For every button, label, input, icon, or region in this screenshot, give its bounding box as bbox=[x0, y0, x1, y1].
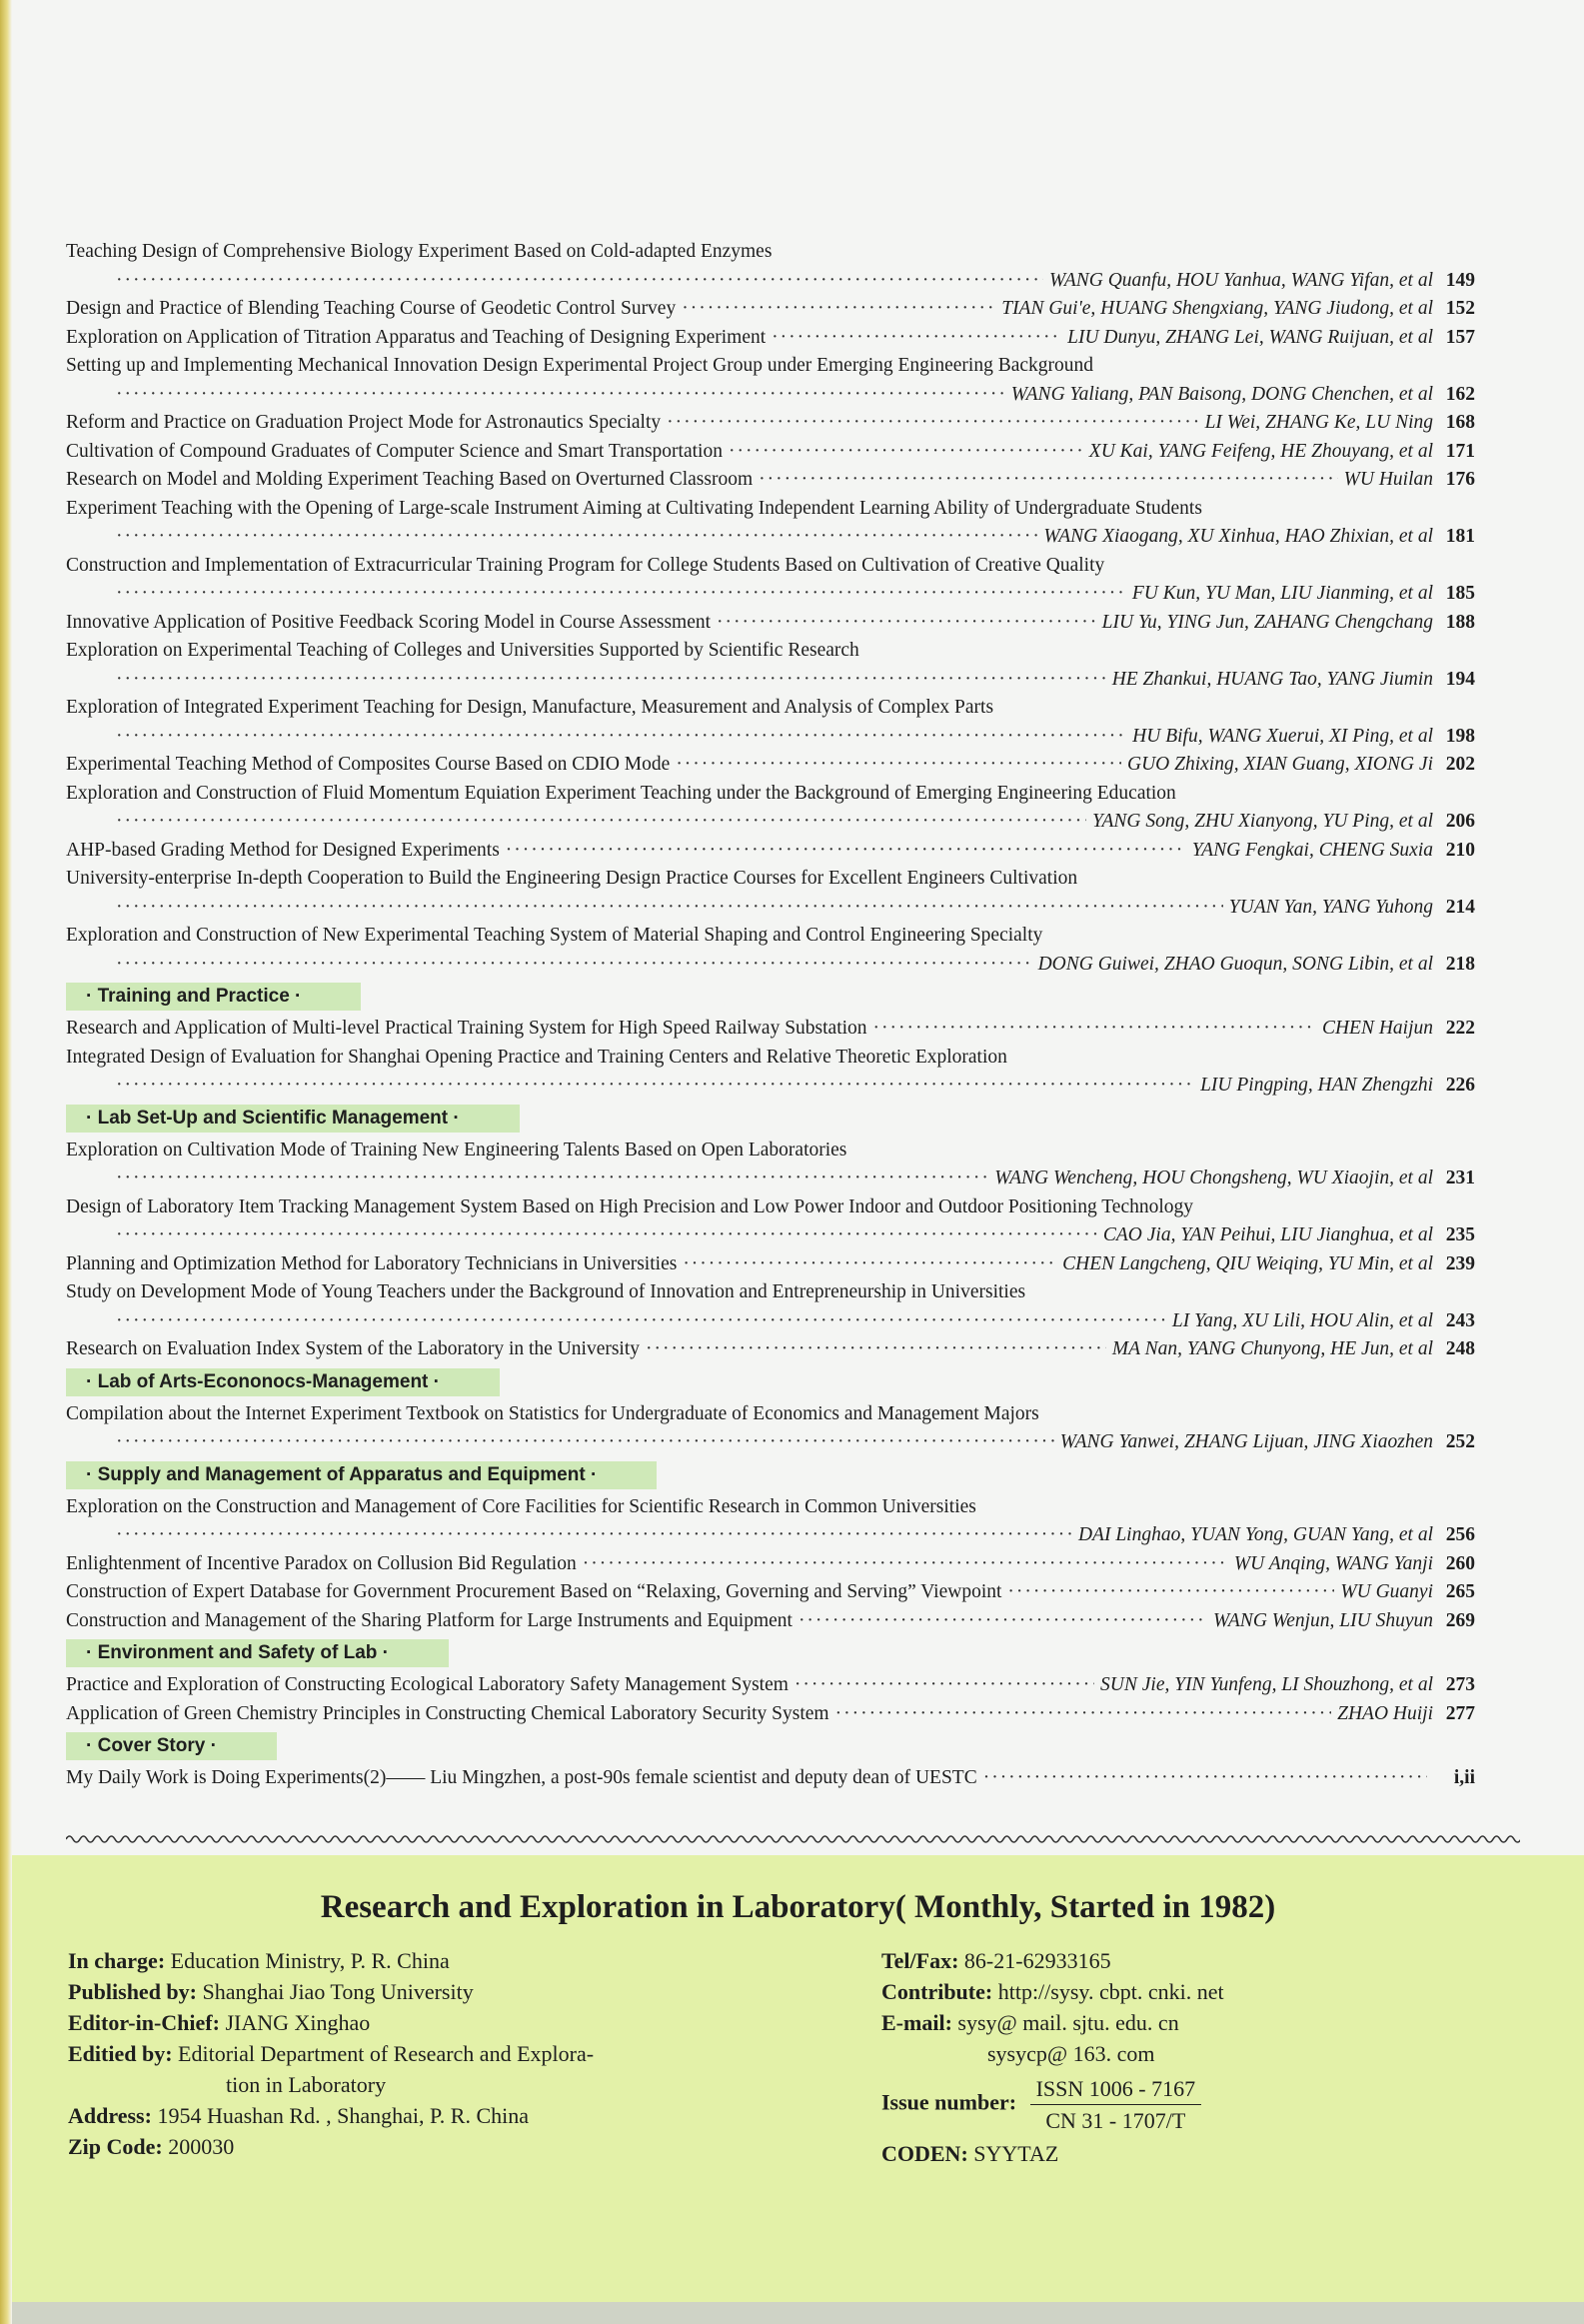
entry-authors: ZHAO Huiji bbox=[1337, 1702, 1433, 1724]
leader-dots bbox=[583, 1550, 1228, 1579]
entry-page: 256 bbox=[1445, 1524, 1475, 1545]
entry-authors: WANG Wencheng, HOU Chongsheng, WU Xiaojin, et al bbox=[994, 1167, 1433, 1188]
entry-page: 171 bbox=[1445, 440, 1475, 462]
entry-title: Exploration of Integrated Experiment Teaching for Design, Manufacture, Measurement and Analysis of Complex Parts bbox=[66, 697, 994, 718]
leader-dots bbox=[116, 1521, 1072, 1550]
toc-entry bbox=[66, 865, 1475, 922]
section-header: · Cover Story · bbox=[66, 1732, 277, 1760]
published-by-line: Published by: Shanghai Jiao Tong University bbox=[68, 1979, 474, 2004]
entry-title: Setting up and Implementing Mechanical Innovation Design Experimental Project Group under Emerging Engineering Background bbox=[66, 355, 1094, 376]
leader-dots bbox=[116, 1072, 1194, 1101]
entry-page: 206 bbox=[1445, 811, 1475, 832]
toc-entry bbox=[66, 1044, 1475, 1101]
email-line: E-mail: sysy@ mail. sjtu. edu. cn bbox=[881, 2010, 1179, 2035]
section-header: · Lab Set-Up and Scientific Management · bbox=[66, 1105, 520, 1133]
entry-authors: LIU Pingping, HAN Zhengzhi bbox=[1200, 1075, 1433, 1096]
toc-entry bbox=[66, 837, 1475, 866]
toc-entry bbox=[66, 1278, 1475, 1335]
toc-entry bbox=[66, 438, 1475, 467]
entry-authors: CHEN Langcheng, QIU Weiqing, YU Min, et al bbox=[1062, 1252, 1433, 1274]
entry-title: Application of Green Chemistry Principles in Constructing Chemical Laboratory Security System bbox=[66, 1702, 829, 1724]
leader-dots bbox=[682, 295, 995, 324]
entry-title: Teaching Design of Comprehensive Biology Experiment Based on Cold-adapted Enzymes bbox=[66, 241, 773, 262]
leader-dots bbox=[759, 466, 1338, 495]
telfax-line: Tel/Fax: 86-21-62933165 bbox=[881, 1948, 1111, 1973]
entry-title: Practice and Exploration of Constructing Ecological Laboratory Safety Management System bbox=[66, 1674, 789, 1695]
toc-entry bbox=[66, 1550, 1475, 1579]
toc-entry bbox=[66, 1493, 1475, 1550]
leader-dots bbox=[116, 1428, 1054, 1457]
editor-line: Editor-in-Chief: JIANG Xinghao bbox=[68, 2010, 371, 2035]
leader-dots bbox=[873, 1015, 1316, 1044]
leader-dots bbox=[116, 523, 1037, 552]
leader-dots bbox=[798, 1607, 1207, 1636]
issn-fraction: ISSN 1006 - 7167 CN 31 - 1707/T bbox=[1030, 2073, 1202, 2136]
entry-authors: HU Bifu, WANG Xuerui, XI Ping, et al bbox=[1132, 725, 1433, 747]
entry-page: i,ii bbox=[1453, 1767, 1475, 1788]
entry-title: Design of Laboratory Item Tracking Management System Based on High Precision and Low Power Indoor and Outdoor Positioning Technology bbox=[66, 1195, 1194, 1217]
entry-authors: DAI Linghao, YUAN Yong, GUAN Yang, et al bbox=[1077, 1524, 1433, 1545]
toc-entry bbox=[66, 1764, 1475, 1793]
entry-title: Experiment Teaching with the Opening of Large-scale Instrument Aiming at Cultivating Independent Learning Ability of Undergraduate Students bbox=[66, 497, 1202, 519]
toc-entry bbox=[66, 409, 1475, 438]
entry-authors: DONG Guiwei, ZHAO Guoqun, SONG Libin, et al bbox=[1037, 953, 1433, 975]
entry-title: Planning and Optimization Method for Laboratory Technicians in Universities bbox=[66, 1252, 678, 1274]
in-charge-line: In charge: Education Ministry, P. R. China bbox=[68, 1948, 450, 1973]
entry-title: Innovative Application of Positive Feedback Scoring Model in Course Assessment bbox=[66, 611, 712, 633]
toc-entry bbox=[66, 922, 1475, 979]
leader-dots bbox=[646, 1335, 1106, 1364]
leader-dots bbox=[116, 951, 1032, 980]
entry-authors: LI Wei, ZHANG Ke, LU Ning bbox=[1204, 412, 1433, 433]
wavy-divider bbox=[66, 1832, 1520, 1846]
entry-authors: YUAN Yan, YANG Yuhong bbox=[1228, 896, 1433, 918]
entry-authors: WU Guanyi bbox=[1340, 1581, 1433, 1602]
toc-entry bbox=[66, 495, 1475, 552]
leader-dots bbox=[116, 267, 1043, 296]
contact-info bbox=[881, 1945, 1441, 2169]
entry-authors: WANG Yanwei, ZHANG Lijuan, JING Xiaozhen bbox=[1059, 1431, 1433, 1452]
entry-title: Exploration on the Construction and Management of Core Facilities for Scientific Research in Common Universities bbox=[66, 1495, 976, 1517]
entry-title: Exploration on Cultivation Mode of Training New Engineering Talents Based on Open Laboratories bbox=[66, 1139, 847, 1161]
entry-title: Research on Model and Molding Experiment Teaching Based on Overturned Classroom bbox=[66, 469, 754, 490]
page-spine bbox=[0, 0, 12, 2324]
masthead-panel bbox=[12, 1855, 1584, 2324]
entry-authors: YANG Song, ZHU Xianyong, YU Ping, et al bbox=[1092, 811, 1433, 832]
entry-authors: LIU Dunyu, ZHANG Lei, WANG Ruijuan, et al bbox=[1067, 326, 1433, 348]
entry-title: My Daily Work is Doing Experiments(2)—— Liu Mingzhen, a post-90s female scientist and deputy dean of UESTC bbox=[66, 1767, 977, 1788]
toc-entry bbox=[66, 780, 1475, 837]
entry-authors: XU Kai, YANG Feifeng, HE Zhouyang, et al bbox=[1088, 440, 1433, 462]
entry-title: Exploration and Construction of New Experimental Teaching System of Material Shaping and Control Engineering Specialty bbox=[66, 925, 1043, 946]
entry-authors: CAO Jia, YAN Peihui, LIU Jianghua, et al bbox=[1102, 1224, 1433, 1245]
address-line: Address: 1954 Huashan Rd. , Shanghai, P. R. China bbox=[68, 2103, 530, 2128]
entry-page: 149 bbox=[1445, 269, 1475, 291]
entry-authors: FU Kun, YU Man, LIU Jianming, et al bbox=[1131, 583, 1433, 604]
entry-page: 277 bbox=[1445, 1702, 1475, 1724]
entry-page: 265 bbox=[1445, 1581, 1475, 1602]
entry-authors: WANG Wenjun, LIU Shuyun bbox=[1213, 1609, 1433, 1631]
leader-dots bbox=[116, 381, 1005, 410]
email-line-2: sysycp@ 163. com bbox=[987, 2041, 1155, 2066]
entry-page: 176 bbox=[1445, 469, 1475, 490]
entry-title: University-enterprise In-depth Cooperation to Build the Engineering Design Practice Courses for Excellent Engineers Cultivation bbox=[66, 868, 1078, 889]
toc-entry bbox=[66, 238, 1475, 295]
toc-entry bbox=[66, 751, 1475, 780]
leader-dots bbox=[506, 837, 1186, 866]
entry-page: 239 bbox=[1445, 1252, 1475, 1274]
section-header: · Lab of Arts-Econonocs-Management · bbox=[66, 1368, 500, 1396]
toc-entry bbox=[66, 694, 1475, 751]
toc-entry bbox=[66, 552, 1475, 609]
entry-page: 162 bbox=[1445, 383, 1475, 405]
entry-title: Reform and Practice on Graduation Project Mode for Astronautics Specialty bbox=[66, 412, 662, 433]
toc-entry bbox=[66, 1335, 1475, 1364]
leader-dots bbox=[683, 1250, 1056, 1279]
entry-page: 185 bbox=[1445, 583, 1475, 604]
leader-dots bbox=[676, 751, 1121, 780]
entry-page: 210 bbox=[1445, 839, 1475, 861]
entry-page: 181 bbox=[1445, 526, 1475, 547]
publisher-info bbox=[68, 1945, 788, 2162]
leader-dots bbox=[729, 438, 1083, 467]
entry-page: 168 bbox=[1445, 412, 1475, 433]
leader-dots bbox=[794, 1671, 1094, 1700]
entry-title: Construction and Management of the Sharing Platform for Large Instruments and Equipment bbox=[66, 1609, 792, 1631]
toc-entry bbox=[66, 1700, 1475, 1729]
leader-dots bbox=[116, 666, 1106, 695]
entry-title: Integrated Design of Evaluation for Shanghai Opening Practice and Training Centers and Relative Theoretic Exploration bbox=[66, 1046, 1007, 1068]
toc-entry bbox=[66, 1578, 1475, 1607]
toc-entry bbox=[66, 466, 1475, 495]
leader-dots bbox=[667, 409, 1198, 438]
entry-title: Design and Practice of Blending Teaching Course of Geodetic Control Survey bbox=[66, 298, 677, 319]
entry-title: Research and Application of Multi-level Practical Training System for High Speed Railway Substation bbox=[66, 1018, 867, 1039]
leader-dots bbox=[116, 808, 1086, 837]
entry-title: Enlightenment of Incentive Paradox on Collusion Bid Regulation bbox=[66, 1552, 577, 1574]
coden-line: CODEN: SYYTAZ bbox=[881, 2141, 1059, 2166]
toc-entry bbox=[66, 1137, 1475, 1193]
edited-by-cont: tion in Laboratory bbox=[226, 2072, 387, 2097]
zip-line: Zip Code: 200030 bbox=[68, 2134, 235, 2159]
entry-page: 194 bbox=[1445, 668, 1475, 690]
entry-page: 222 bbox=[1445, 1018, 1475, 1039]
entry-authors: WU Anqing, WANG Yanji bbox=[1233, 1552, 1433, 1574]
toc-entry bbox=[66, 1193, 1475, 1250]
toc-entry bbox=[66, 1015, 1475, 1044]
table-of-contents bbox=[66, 238, 1475, 1793]
leader-dots bbox=[116, 580, 1126, 609]
leader-dots bbox=[772, 324, 1061, 353]
entry-authors: GUO Zhixing, XIAN Guang, XIONG Ji bbox=[1126, 754, 1433, 775]
issue-number-line: Issue number: ISSN 1006 - 7167 CN 31 - 1707/T bbox=[881, 2073, 1441, 2136]
bottom-band bbox=[12, 2302, 1584, 2324]
toc-entry bbox=[66, 609, 1475, 638]
entry-title: Construction and Implementation of Extracurricular Training Program for College Students Based on Cultivation of Creative Quality bbox=[66, 554, 1105, 576]
entry-page: 152 bbox=[1445, 298, 1475, 319]
entry-authors: HE Zhankui, HUANG Tao, YANG Jiumin bbox=[1111, 668, 1433, 690]
entry-page: 260 bbox=[1445, 1552, 1475, 1574]
entry-page: 188 bbox=[1445, 611, 1475, 633]
entry-authors: WU Huilan bbox=[1343, 469, 1433, 490]
entry-page: 235 bbox=[1445, 1224, 1475, 1245]
entry-authors: MA Nan, YANG Chunyong, HE Jun, et al bbox=[1111, 1338, 1433, 1359]
entry-title: Study on Development Mode of Young Teachers under the Background of Innovation and Entrepreneurship in Universities bbox=[66, 1281, 1026, 1302]
leader-dots bbox=[116, 1307, 1166, 1336]
entry-page: 231 bbox=[1445, 1167, 1475, 1188]
toc-entry bbox=[66, 324, 1475, 353]
entry-authors: TIAN Gui'e, HUANG Shengxiang, YANG Jiudong, et al bbox=[1001, 298, 1433, 319]
leader-dots bbox=[116, 894, 1223, 923]
toc-entry bbox=[66, 1250, 1475, 1279]
toc-entry bbox=[66, 1607, 1475, 1636]
toc-entry bbox=[66, 1671, 1475, 1700]
entry-title: Exploration on Experimental Teaching of Colleges and Universities Supported by Scientific Research bbox=[66, 640, 859, 661]
entry-authors: LI Yang, XU Lili, HOU Alin, et al bbox=[1171, 1309, 1433, 1331]
entry-authors: LIU Yu, YING Jun, ZAHANG Chengchang bbox=[1101, 611, 1433, 633]
section-header: · Supply and Management of Apparatus and Equipment · bbox=[66, 1461, 657, 1489]
leader-dots bbox=[116, 1221, 1097, 1250]
entry-title: Exploration and Construction of Fluid Momentum Equiation Experiment Teaching under the Background of Emerging Engineering Education bbox=[66, 782, 1176, 804]
toc-entry bbox=[66, 352, 1475, 409]
entry-page: 243 bbox=[1445, 1309, 1475, 1331]
entry-page: 202 bbox=[1445, 754, 1475, 775]
leader-dots bbox=[983, 1764, 1427, 1793]
toc-entry bbox=[66, 637, 1475, 694]
leader-dots bbox=[835, 1700, 1332, 1729]
entry-page: 198 bbox=[1445, 725, 1475, 747]
toc-entry bbox=[66, 1400, 1475, 1457]
section-header: · Environment and Safety of Lab · bbox=[66, 1639, 449, 1667]
edited-by-line: Editied by: Editorial Department of Research and Explora- bbox=[68, 2041, 595, 2066]
leader-dots bbox=[116, 723, 1126, 752]
entry-authors: CHEN Haijun bbox=[1321, 1018, 1433, 1039]
entry-page: 248 bbox=[1445, 1338, 1475, 1359]
entry-title: Compilation about the Internet Experiment Textbook on Statistics for Undergraduate of Economics and Management Majors bbox=[66, 1402, 1039, 1424]
entry-page: 226 bbox=[1445, 1075, 1475, 1096]
contribute-line: Contribute: http://sysy. cbpt. cnki. net bbox=[881, 1979, 1224, 2004]
entry-page: 252 bbox=[1445, 1431, 1475, 1452]
entry-title: Exploration on Application of Titration Apparatus and Teaching of Designing Experiment bbox=[66, 326, 767, 348]
entry-title: Cultivation of Compound Graduates of Computer Science and Smart Transportation bbox=[66, 440, 723, 462]
entry-page: 269 bbox=[1445, 1609, 1475, 1631]
toc-entry bbox=[66, 295, 1475, 324]
journal-title: Research and Exploration in Laboratory( Monthly, Started in 1982) bbox=[320, 1889, 1276, 1925]
entry-page: 157 bbox=[1445, 326, 1475, 348]
entry-authors: WANG Yaliang, PAN Baisong, DONG Chenchen, et al bbox=[1010, 383, 1433, 405]
entry-title: Research on Evaluation Index System of the Laboratory in the University bbox=[66, 1338, 641, 1359]
entry-authors: WANG Quanfu, HOU Yanhua, WANG Yifan, et al bbox=[1048, 269, 1433, 291]
leader-dots bbox=[717, 609, 1096, 638]
entry-authors: SUN Jie, YIN Yunfeng, LI Shouzhong, et al bbox=[1100, 1674, 1433, 1695]
entry-page: 214 bbox=[1445, 896, 1475, 918]
entry-title: AHP-based Grading Method for Designed Experiments bbox=[66, 839, 500, 861]
entry-authors: WANG Xiaogang, XU Xinhua, HAO Zhixian, et al bbox=[1043, 526, 1433, 547]
entry-title: Construction of Expert Database for Government Procurement Based on “Relaxing, Governing and Serving” Viewpoint bbox=[66, 1581, 1002, 1602]
leader-dots bbox=[116, 1164, 988, 1193]
entry-page: 273 bbox=[1445, 1674, 1475, 1695]
entry-page: 218 bbox=[1445, 953, 1475, 975]
leader-dots bbox=[1007, 1578, 1334, 1607]
entry-authors: YANG Fengkai, CHENG Suxia bbox=[1191, 839, 1433, 861]
section-header: · Training and Practice · bbox=[66, 983, 361, 1011]
entry-title: Experimental Teaching Method of Composites Course Based on CDIO Mode bbox=[66, 754, 671, 775]
